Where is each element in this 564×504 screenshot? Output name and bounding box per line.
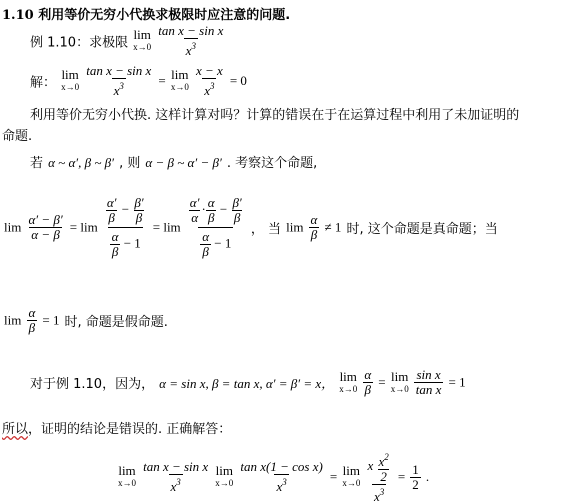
solution-result: = 0 [229, 73, 247, 88]
limit-operator: lim x→0 [133, 27, 152, 52]
derivation-fraction-1: $\frac{\alpha'}{\beta}$ − $\frac{\beta'}{\beta}$ $\frac{\alpha}{\beta}$ − 1 [106, 195, 144, 259]
paragraph-5: 所以，证明的结论是错误的. 正确解答： [2, 422, 232, 437]
paragraph-4: 对于例 1.10，因为， α = sin x, β = tan x, α′ = β′ = x， lim x→0 $\frac{\alpha}{\beta}$ = lim x→0 $\frac{\text{sin x}}{\text{tan x}}$ = 1 [30, 367, 466, 397]
paragraph-1-line-2: 命题. [2, 129, 33, 144]
section-title: 利用等价无穷小代换求极限时应注意的问题. [38, 8, 291, 23]
section-number: 1.10 [2, 8, 34, 23]
derivation-fraction-2: $\frac{\alpha'}{\alpha}$ · $\frac{\alpha}{\beta}$ − $\frac{\beta'}{\beta}$ $\frac{\alpha}{\beta}$ − 1 [189, 195, 242, 259]
example-label: 例 1.10：求极限 [30, 35, 129, 51]
example-fraction: $\frac{\text{tan x − sin x}}{x^3}$ [158, 23, 224, 58]
paragraph-1-line-1: 利用等价无穷小代换. 这样计算对吗？计算的错误在于在运算过程中利用了未加证明的 [30, 108, 520, 123]
paragraph-2: 若 α ~ α′, β ~ β′ , 则 α − β ~ α′ − β′ . 考察这个命题, [30, 155, 318, 171]
example-line [30, 24, 225, 58]
derivation-line: lim $\frac{\alpha' - \beta'}{\alpha - \beta}$ = lim $\frac{\alpha'}{\beta}$ − $\frac{\beta'}{\beta}$ $\frac{\alpha}{\beta}$ − 1 = lim $\frac{\alpha'}{\alpha}$ · $\frac{\alpha}{\beta}$ − $\frac{\beta'}{\beta}$ $\frac{\alpha}{\beta}$ − 1 ， 当 lim $\frac{\alpha}{\beta}$ ≠ 1 时, 这个命题是真命题；当 [4, 195, 498, 259]
final-solution: lim x→0 $\frac{\text{tan x − sin x}}{x^3}$ lim x→0 $\frac{\text{tan x(1 − cos x)}}{x^3}$ = lim x→0 x $\frac{x^2}{2}$ $x^3$ = $\frac{1}{2}$ . [118, 452, 430, 504]
solution-label: 解： [30, 75, 57, 91]
paragraph-3: lim $\frac{\alpha}{\beta}$ = 1 时, 命题是假命题. [4, 305, 168, 335]
section-heading [2, 4, 290, 23]
solution-line: 解： lim x→0 $\frac{\text{tan x − sin x}}{x^3}$ = lim x→0 $\frac{x - x}{x^3}$ = 0 [30, 63, 247, 98]
